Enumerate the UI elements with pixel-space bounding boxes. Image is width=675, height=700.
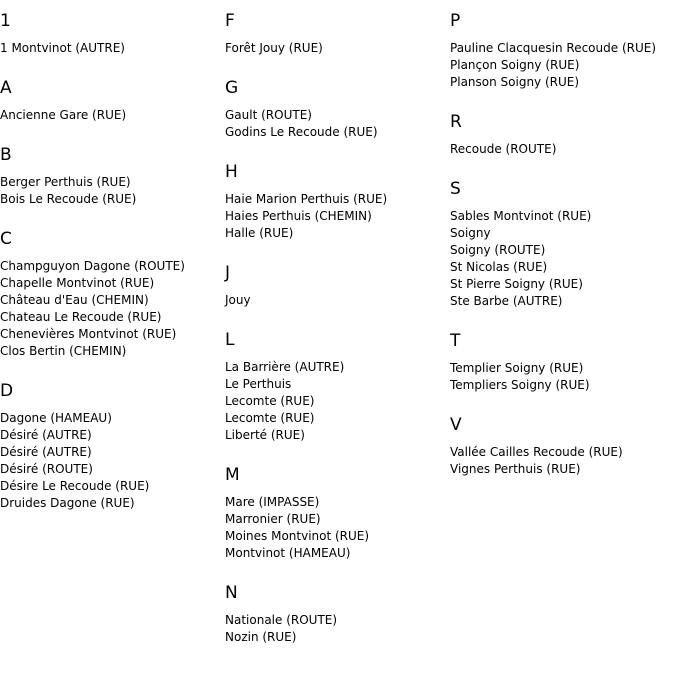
index-entry-list <box>450 141 675 158</box>
street-entry: Liberté (RUE) <box>225 428 305 442</box>
index-entry-list <box>225 40 449 57</box>
street-entry: Chapelle Montvinot (RUE) <box>0 276 155 290</box>
street-entry: Nationale (ROUTE) <box>225 613 338 627</box>
index-letter-heading: A <box>0 78 12 98</box>
index-letter-heading: D <box>0 381 14 401</box>
street-entry: Haies Perthuis (CHEMIN) <box>225 209 372 223</box>
index-letter-heading: J <box>225 263 231 283</box>
street-entry: Forêt Jouy (RUE) <box>225 41 323 55</box>
street-entry: Vignes Perthuis (RUE) <box>450 462 581 476</box>
index-entry-list <box>225 292 449 309</box>
index-entry-list <box>0 174 224 208</box>
street-entry: Templier Soigny (RUE) <box>450 361 584 375</box>
street-entry: Chateau Le Recoude (RUE) <box>0 310 162 324</box>
index-column-3 <box>450 0 675 499</box>
street-entry: Soigny <box>450 226 491 240</box>
index-entry-list <box>225 494 449 562</box>
index-letter-heading: R <box>450 112 462 132</box>
street-entry: Désiré (AUTRE) <box>0 445 92 459</box>
street-entry: Jouy <box>225 293 251 307</box>
index-entry-list <box>450 360 675 394</box>
street-entry: 1 Montvinot (AUTRE) <box>0 41 125 55</box>
street-entry: Lecomte (RUE) <box>225 411 315 425</box>
index-letter-heading: 1 <box>0 11 11 31</box>
street-entry: Godins Le Recoude (RUE) <box>225 125 378 139</box>
street-entry: Halle (RUE) <box>225 226 294 240</box>
street-entry: Marronier (RUE) <box>225 512 321 526</box>
street-entry: Mare (IMPASSE) <box>225 495 320 509</box>
street-entry: Recoude (ROUTE) <box>450 142 557 156</box>
index-entry-list <box>0 410 224 512</box>
street-entry: Bois Le Recoude (RUE) <box>0 192 137 206</box>
street-entry: La Barrière (AUTRE) <box>225 360 345 374</box>
index-letter-heading: T <box>450 331 461 351</box>
index-letter-heading: B <box>0 145 12 165</box>
street-entry: Château d'Eau (CHEMIN) <box>0 293 149 307</box>
street-entry: Lecomte (RUE) <box>225 394 315 408</box>
street-entry: Soigny (ROUTE) <box>450 243 546 257</box>
street-entry: Montvinot (HAMEAU) <box>225 546 351 560</box>
index-letter-heading: G <box>225 78 239 98</box>
index-column-1 <box>0 0 224 533</box>
index-entry-list <box>450 208 675 310</box>
street-entry: Moines Montvinot (RUE) <box>225 529 370 543</box>
index-entry-list <box>0 258 224 360</box>
street-entry: Désiré (ROUTE) <box>0 462 93 476</box>
index-entry-list <box>0 40 224 57</box>
street-entry: Désire Le Recoude (RUE) <box>0 479 150 493</box>
index-letter-heading: V <box>450 415 462 435</box>
street-entry: Le Perthuis <box>225 377 292 391</box>
street-entry: Clos Bertin (CHEMIN) <box>0 344 127 358</box>
index-letter-heading: L <box>225 330 235 350</box>
street-entry: Chenevières Montvinot (RUE) <box>0 327 177 341</box>
street-entry: Désiré (AUTRE) <box>0 428 92 442</box>
index-letter-heading: C <box>0 229 12 249</box>
index-entry-list <box>225 612 449 646</box>
street-entry: Dagone (HAMEAU) <box>0 411 112 425</box>
street-entry: Plançon Soigny (RUE) <box>450 58 580 72</box>
index-letter-heading: M <box>225 465 240 485</box>
street-entry: Sables Montvinot (RUE) <box>450 209 592 223</box>
index-letter-heading: F <box>225 11 235 31</box>
street-entry: Vallée Cailles Recoude (RUE) <box>450 445 623 459</box>
street-entry: Druides Dagone (RUE) <box>0 496 135 510</box>
index-entry-list <box>225 107 449 141</box>
street-entry: Templiers Soigny (RUE) <box>450 378 590 392</box>
index-letter-heading: H <box>225 162 238 182</box>
street-entry: St Pierre Soigny (RUE) <box>450 277 583 291</box>
street-entry: Nozin (RUE) <box>225 630 297 644</box>
street-entry: Gault (ROUTE) <box>225 108 312 122</box>
index-entry-list <box>450 40 675 91</box>
index-letter-heading: N <box>225 583 238 603</box>
index-letter-heading: P <box>450 11 461 31</box>
street-entry: St Nicolas (RUE) <box>450 260 548 274</box>
street-entry: Ancienne Gare (RUE) <box>0 108 127 122</box>
street-entry: Champguyon Dagone (ROUTE) <box>0 259 185 273</box>
street-entry: Haie Marion Perthuis (RUE) <box>225 192 388 206</box>
street-entry: Pauline Clacquesin Recoude (RUE) <box>450 41 657 55</box>
index-column-2 <box>225 0 449 667</box>
index-entry-list <box>225 191 449 242</box>
index-entry-list <box>225 359 449 444</box>
street-entry: Ste Barbe (AUTRE) <box>450 294 563 308</box>
index-letter-heading: S <box>450 179 461 199</box>
index-entry-list <box>0 107 224 124</box>
index-entry-list <box>450 444 675 478</box>
street-entry: Planson Soigny (RUE) <box>450 75 580 89</box>
street-entry: Berger Perthuis (RUE) <box>0 175 131 189</box>
